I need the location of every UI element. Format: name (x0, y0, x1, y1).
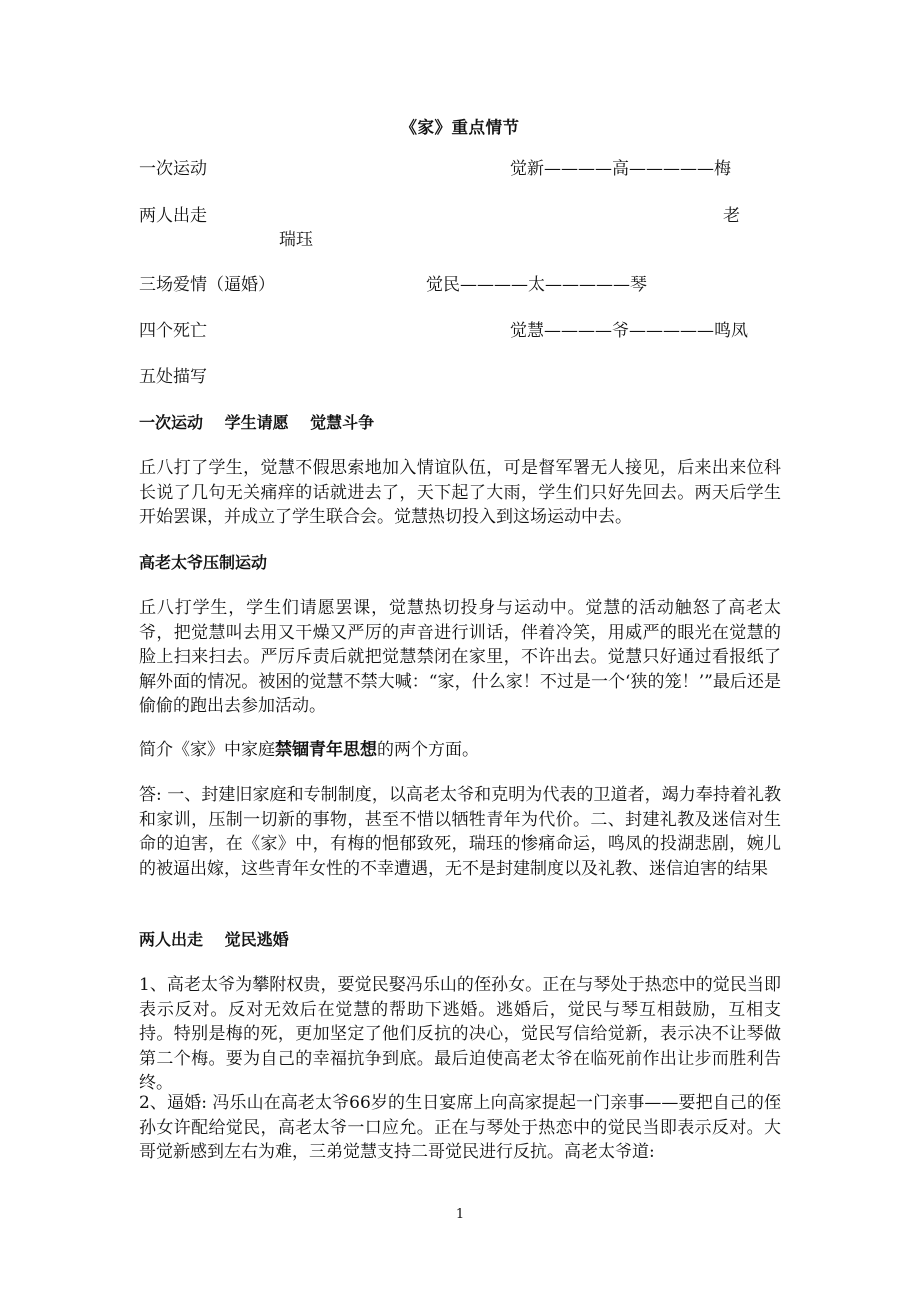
paragraph-escape-1: 1、高老太爷为攀附权贵，要觉民娶冯乐山的侄孙女。正在与琴处于热恋中的觉民当即表示反对。反对无效后在觉慧的帮助下逃婚。逃婚后，觉民与琴互相鼓励，互相支持。特别是梅的死，更加坚定了他们反抗的决心，觉民写信给觉新，表示决不让琴做第二个梅。要为自己的幸福抗争到底。最后迫使高老太爷在临死前作出让步而胜利告终。 (139, 975, 781, 1093)
question-line (139, 738, 781, 763)
outline-row5-label: 五处描写 (139, 367, 207, 387)
question-suffix: 的两个方面。 (377, 740, 479, 760)
outline-row3-chain: 觉民————太—————琴 (426, 275, 647, 295)
paragraph-movement: 丘八打了学生，觉慧不假思索地加入情谊队伍，可是督军署无人接见，后来出来位科长说了几句无关痛痒的话就进去了，天下起了大雨，学生们只好先回去。两天后学生开始罢课，并成立了学生联合会。觉慧热切投入到这场运动中去。 (139, 458, 781, 527)
paragraph-suppression: 丘八打学生，学生们请愿罢课，觉慧热切投身与运动中。觉慧的活动触怒了高老太爷，把觉慧叫去用又干燥又严厉的声音进行训话，伴着冷笑，用威严的眼光在觉慧的脸上扫来扫去。严厉斥责后就把觉慧禁闭在家里，不许出去。觉慧只好通过看报纸了解外面的情况。被困的觉慧不禁大喊：“家，什么家！不过是一个‘狭的笼！’”最后还是偷偷的跑出去参加活动。 (139, 598, 781, 716)
page-number: 1 (455, 1207, 465, 1222)
outline-row1-chain: 觉新————高—————梅 (510, 159, 731, 179)
outline-row4-label: 四个死亡 (139, 321, 207, 341)
outline-row2-sub: 瑞珏 (279, 230, 313, 250)
outline-row2-right: 老 (723, 206, 740, 226)
paragraph-escape-2: 2、逼婚: 冯乐山在高老太爷66岁的生日宴席上向高家提起一门亲事——要把自己的侄孙女许配给觉民，高老太爷一口应允。正在与琴处于热恋中的觉民当即表示反对。大哥觉新感到左右为难，三弟觉慧支持二哥觉民进行反抗。高老太爷道: (139, 1093, 781, 1162)
outline-row2-label: 两人出走 (139, 206, 207, 226)
document-title: 《家》重点情节 (400, 118, 520, 137)
outline-row1-label: 一次运动 (139, 159, 207, 179)
paragraph-answer: 答: 一、封建旧家庭和专制制度，以高老太爷和克明为代表的卫道者，竭力奉持着礼教和家训，压制一切新的事物，甚至不惜以牺牲青年为代价。二、封建礼教及迷信对生命的迫害，在《家》中，有梅的悒郁致死，瑞珏的惨痛命运，鸣凤的投湖悲剧，婉儿的被逼出嫁，这些青年女性的不幸遭遇，无不是封建制度以及礼教、迷信迫害的结果 (139, 785, 781, 879)
outline-row3-label: 三场爱情（逼婚） (139, 275, 275, 295)
section-heading-suppression: 高老太爷压制运动 (139, 553, 268, 572)
section-heading-escape: 两人出走 觉民逃婚 (139, 930, 289, 949)
question-bold: 禁锢青年思想 (275, 740, 377, 760)
outline-row4-chain: 觉慧————爷—————鸣凤 (510, 321, 748, 341)
question-prefix: 简介《家》中家庭 (139, 740, 275, 760)
section-heading-movement: 一次运动 学生请愿 觉慧斗争 (139, 413, 375, 432)
